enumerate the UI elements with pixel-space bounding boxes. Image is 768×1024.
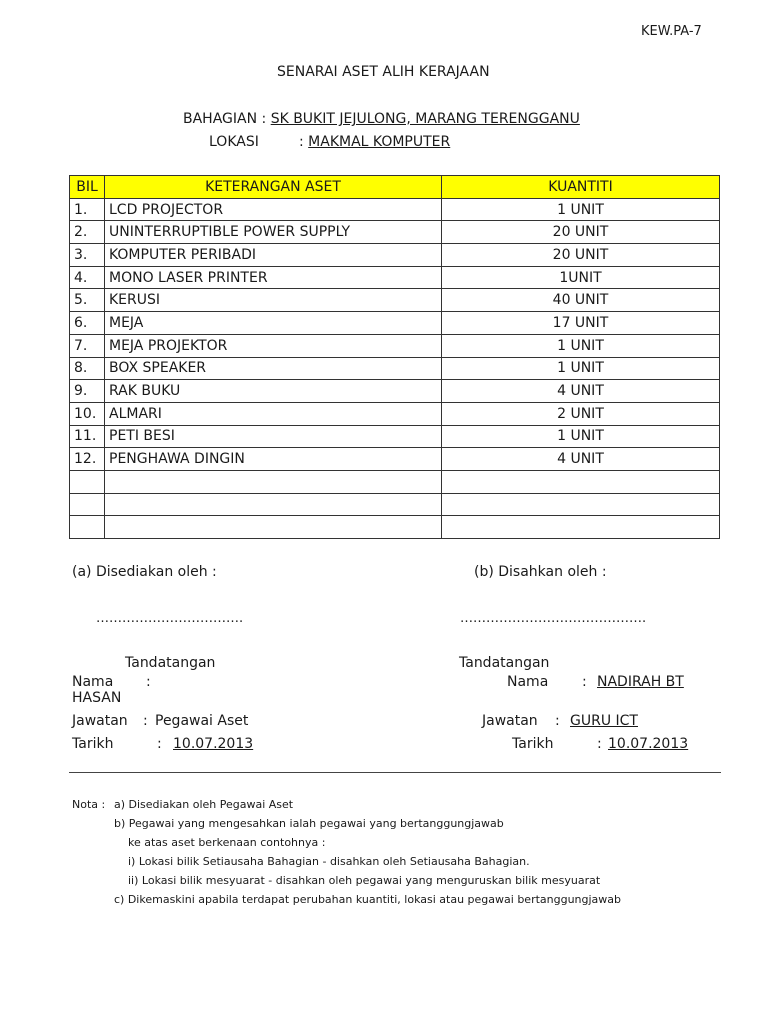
cell-bil: 8. xyxy=(70,357,105,380)
nota-label: Nota : xyxy=(72,798,106,811)
cell-kuantiti: 1 UNIT xyxy=(442,425,720,448)
table-row xyxy=(70,312,720,335)
left-signature-label: Tandatangan xyxy=(125,655,216,671)
table-row xyxy=(70,493,720,516)
table-header-row xyxy=(70,176,720,199)
cell-bil xyxy=(70,470,105,493)
right-tarikh-value: 10.07.2013 xyxy=(608,736,689,752)
cell-kuantiti: 4 UNIT xyxy=(442,448,720,471)
cell-bil: 6. xyxy=(70,312,105,335)
cell-kuantiti: 40 UNIT xyxy=(442,289,720,312)
cell-keterangan xyxy=(105,493,442,516)
page-title: SENARAI ASET ALIH KERAJAAN xyxy=(277,64,490,80)
cell-keterangan: ALMARI xyxy=(105,402,442,425)
right-tarikh-sep: : xyxy=(597,736,602,752)
cell-kuantiti: 4 UNIT xyxy=(442,380,720,403)
asset-table-body xyxy=(70,198,720,538)
cell-bil: 1. xyxy=(70,198,105,221)
right-jawatan-label: Jawatan xyxy=(482,713,538,729)
cell-keterangan xyxy=(105,470,442,493)
left-nama-sep: : xyxy=(146,674,151,690)
table-row xyxy=(70,425,720,448)
nota-b2: ke atas aset berkenaan contohnya : xyxy=(128,836,326,849)
right-jawatan-value: GURU ICT xyxy=(570,713,638,729)
cell-kuantiti: 20 UNIT xyxy=(442,221,720,244)
cell-kuantiti xyxy=(442,516,720,539)
nota-a: a) Disediakan oleh Pegawai Aset xyxy=(114,798,294,811)
asset-table xyxy=(69,175,720,539)
cell-keterangan: RAK BUKU xyxy=(105,380,442,403)
cell-kuantiti: 20 UNIT xyxy=(442,244,720,267)
prepared-by-heading: (a) Disediakan oleh : xyxy=(72,564,217,580)
left-tarikh-sep: : xyxy=(157,736,162,752)
bahagian-row xyxy=(183,111,580,127)
divider xyxy=(69,772,721,773)
nota-b1: b) Pegawai yang mengesahkan ialah pegawai yang bertanggungjawab xyxy=(114,817,504,830)
cell-keterangan: BOX SPEAKER xyxy=(105,357,442,380)
cell-kuantiti xyxy=(442,493,720,516)
cell-bil: 9. xyxy=(70,380,105,403)
cell-kuantiti: 1 UNIT xyxy=(442,198,720,221)
left-tarikh-label: Tarikh xyxy=(72,736,114,752)
left-jawatan-value: Pegawai Aset xyxy=(155,713,249,729)
cell-keterangan xyxy=(105,516,442,539)
table-row xyxy=(70,198,720,221)
cell-bil: 7. xyxy=(70,334,105,357)
cell-bil: 3. xyxy=(70,244,105,267)
header-bil: BIL xyxy=(70,176,105,199)
cell-bil: 5. xyxy=(70,289,105,312)
header-kuantiti: KUANTITI xyxy=(442,176,720,199)
left-jawatan-sep: : xyxy=(143,713,148,729)
right-nama-value: NADIRAH BT xyxy=(597,674,684,690)
cell-bil: 10. xyxy=(70,402,105,425)
table-row xyxy=(70,334,720,357)
cell-bil xyxy=(70,493,105,516)
cell-kuantiti: 2 UNIT xyxy=(442,402,720,425)
cell-keterangan: MEJA PROJEKTOR xyxy=(105,334,442,357)
cell-bil: 4. xyxy=(70,266,105,289)
table-row xyxy=(70,244,720,267)
cell-keterangan: MONO LASER PRINTER xyxy=(105,266,442,289)
nota-i: i) Lokasi bilik Setiausaha Bahagian - disahkan oleh Setiausaha Bahagian. xyxy=(128,855,530,868)
left-tarikh-value: 10.07.2013 xyxy=(173,736,254,752)
cell-kuantiti: 17 UNIT xyxy=(442,312,720,335)
cell-keterangan: MEJA xyxy=(105,312,442,335)
cell-bil: 2. xyxy=(70,221,105,244)
cell-keterangan: LCD PROJECTOR xyxy=(105,198,442,221)
table-row xyxy=(70,266,720,289)
cell-keterangan: KOMPUTER PERIBADI xyxy=(105,244,442,267)
cell-kuantiti: 1 UNIT xyxy=(442,357,720,380)
cell-keterangan: UNINTERRUPTIBLE POWER SUPPLY xyxy=(105,221,442,244)
cell-bil: 12. xyxy=(70,448,105,471)
right-signature-label: Tandatangan xyxy=(459,655,550,671)
header-keterangan: KETERANGAN ASET xyxy=(105,176,442,199)
cell-keterangan: PENGHAWA DINGIN xyxy=(105,448,442,471)
table-row xyxy=(70,380,720,403)
bahagian-label: BAHAGIAN : xyxy=(183,111,267,127)
right-nama-sep: : xyxy=(582,674,587,690)
table-row xyxy=(70,516,720,539)
form-code: KEW.PA-7 xyxy=(641,24,702,39)
lokasi-sep: : xyxy=(299,134,304,150)
right-signature-line: ……………………………………. xyxy=(460,611,647,626)
approved-by-heading: (b) Disahkan oleh : xyxy=(474,564,607,580)
table-row xyxy=(70,357,720,380)
lokasi-row xyxy=(299,134,450,150)
right-nama-label: Nama xyxy=(507,674,549,690)
cell-kuantiti xyxy=(442,470,720,493)
bahagian-value: SK BUKIT JEJULONG, MARANG TERENGGANU xyxy=(270,111,580,127)
right-jawatan-sep: : xyxy=(555,713,560,729)
right-tarikh-label: Tarikh xyxy=(512,736,554,752)
cell-kuantiti: 1 UNIT xyxy=(442,334,720,357)
left-signature-line: ……………………………. xyxy=(96,611,244,626)
cell-kuantiti: 1UNIT xyxy=(442,266,720,289)
lokasi-label: LOKASI xyxy=(209,134,259,150)
table-row xyxy=(70,289,720,312)
cell-bil: 11. xyxy=(70,425,105,448)
left-nama-value: HASAN xyxy=(72,690,122,706)
table-row xyxy=(70,448,720,471)
table-row xyxy=(70,402,720,425)
cell-keterangan: PETI BESI xyxy=(105,425,442,448)
cell-keterangan: KERUSI xyxy=(105,289,442,312)
left-nama-label: Nama xyxy=(72,674,114,690)
table-row xyxy=(70,221,720,244)
lokasi-value: MAKMAL KOMPUTER xyxy=(308,134,451,150)
table-row xyxy=(70,470,720,493)
nota-c: c) Dikemaskini apabila terdapat perubahan kuantiti, lokasi atau pegawai bertanggungjawab xyxy=(114,893,622,906)
cell-bil xyxy=(70,516,105,539)
left-jawatan-label: Jawatan xyxy=(72,713,128,729)
nota-ii: ii) Lokasi bilik mesyuarat - disahkan oleh pegawai yang menguruskan bilik mesyuarat xyxy=(128,874,601,887)
